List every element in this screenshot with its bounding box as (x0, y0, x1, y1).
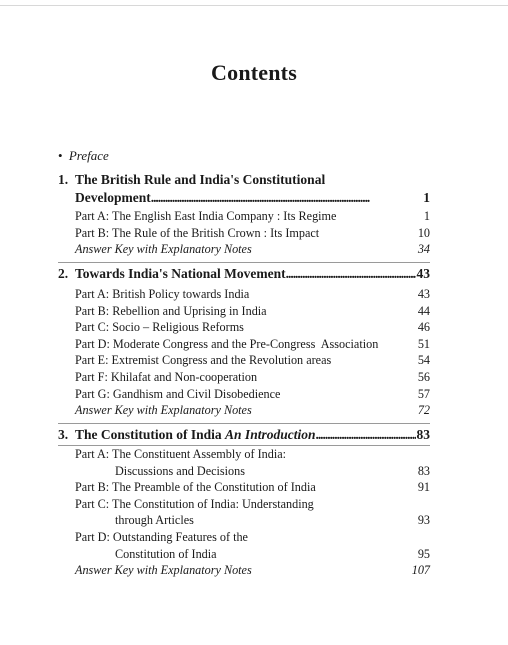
toc-entry[interactable] (75, 387, 430, 404)
chapter-3-page: 83 (416, 427, 430, 442)
dot-leader (151, 190, 423, 206)
entry-page: 95 (417, 546, 430, 561)
chapter-3-number: 3. (58, 427, 69, 442)
toc-entry[interactable] (75, 563, 430, 580)
toc-entry[interactable] (75, 353, 430, 370)
entry-label: Part A: The Constituent Assembly of India: (75, 447, 287, 461)
chapter-2-heading[interactable] (58, 266, 430, 284)
toc-entry[interactable] (75, 513, 430, 530)
chapter-1-title-line1: The British Rule and India's Constitutional (75, 172, 326, 187)
entry-page: 43 (417, 287, 430, 301)
entry-label: Answer Key with Explanatory Notes (75, 563, 252, 578)
preface-label: Preface (68, 148, 109, 163)
section-divider (58, 423, 430, 424)
entry-label: Constitution of India (115, 546, 217, 561)
chapter-3-entries (75, 447, 430, 580)
toc-entry[interactable] (75, 464, 430, 481)
chapter-3-title-italic: An Introduction (225, 427, 316, 442)
entry-label: Part D: Outstanding Features of the (75, 529, 248, 544)
dot-leader (286, 266, 416, 282)
chapter-2-number: 2. (58, 266, 69, 281)
bullet-icon: • (58, 148, 63, 163)
toc-entry[interactable] (75, 447, 430, 464)
chapter-2-entries (75, 287, 430, 420)
entry-page: 51 (417, 336, 430, 351)
toc-entry[interactable] (75, 287, 430, 304)
entry-label: Answer Key with Explanatory Notes (75, 403, 252, 418)
toc-entry[interactable] (75, 497, 430, 514)
chapter-3-title (75, 427, 315, 443)
chapter-1-page: 1 (423, 190, 430, 205)
toc-entry[interactable] (75, 370, 430, 387)
entry-label: Part A: The English East India Company : Its Regime (75, 209, 337, 223)
chapter-1-number: 1. (58, 172, 69, 187)
entry-page: 91 (417, 480, 430, 495)
chapter-1-title-line2: Development (75, 190, 151, 205)
section-divider (58, 445, 430, 446)
section-divider (58, 262, 430, 263)
toc-entry[interactable] (75, 480, 430, 497)
entry-label: Part C: Socio – Religious Reforms (75, 320, 244, 335)
chapter-2-title: Towards India's National Movement (75, 266, 286, 281)
entry-label: Discussions and Decisions (115, 463, 245, 478)
entry-page: 34 (417, 242, 430, 257)
entry-label: Part C: The Constitution of India: Understanding (75, 496, 314, 511)
entry-page: 93 (417, 513, 430, 528)
toc-entry[interactable] (75, 242, 430, 259)
entry-label: through Articles (115, 513, 194, 528)
entry-label: Part D: Moderate Congress and the Pre-Congress Association (75, 336, 379, 351)
entry-page: 83 (417, 463, 430, 478)
entry-label: Part E: Extremist Congress and the Revolution areas (75, 353, 332, 368)
page-top-border (0, 5, 508, 6)
chapter-3-title-main: The Constitution of India (75, 427, 222, 442)
entry-page: 1 (423, 209, 430, 223)
entry-label: Part B: The Rule of the British Crown : Its Impact (75, 225, 320, 240)
chapter-2-page: 43 (416, 266, 430, 281)
entry-page: 56 (417, 369, 430, 384)
toc-entry[interactable] (75, 530, 430, 547)
entry-page: 57 (417, 386, 430, 401)
toc-entry[interactable] (75, 209, 430, 226)
chapter-1-entries (75, 209, 430, 259)
entry-label: Part B: Rebellion and Uprising in India (75, 303, 267, 318)
preface-entry[interactable] (58, 148, 109, 164)
entry-label: Answer Key with Explanatory Notes (75, 242, 252, 257)
toc-entry[interactable] (75, 337, 430, 354)
entry-page: 44 (417, 303, 430, 318)
dot-leader (315, 427, 415, 443)
toc-entry[interactable] (75, 320, 430, 337)
toc-entry[interactable] (75, 403, 430, 420)
toc-entry[interactable] (75, 226, 430, 243)
entry-page: 10 (417, 225, 430, 240)
entry-page: 72 (417, 403, 430, 418)
page-title: Contents (211, 60, 297, 85)
entry-label: Part A: British Policy towards India (75, 287, 250, 301)
toc-entry[interactable] (75, 547, 430, 564)
chapter-1-heading[interactable] (58, 172, 430, 208)
entry-page: 46 (417, 320, 430, 335)
entry-label: Part F: Khilafat and Non-cooperation (75, 369, 258, 384)
entry-label: Part G: Gandhism and Civil Disobedience (75, 386, 281, 401)
entry-page: 107 (411, 563, 430, 578)
entry-page: 54 (417, 353, 430, 368)
toc-entry[interactable] (75, 304, 430, 321)
entry-label: Part B: The Preamble of the Constitution of India (75, 480, 316, 495)
chapter-3-heading[interactable] (58, 427, 430, 445)
